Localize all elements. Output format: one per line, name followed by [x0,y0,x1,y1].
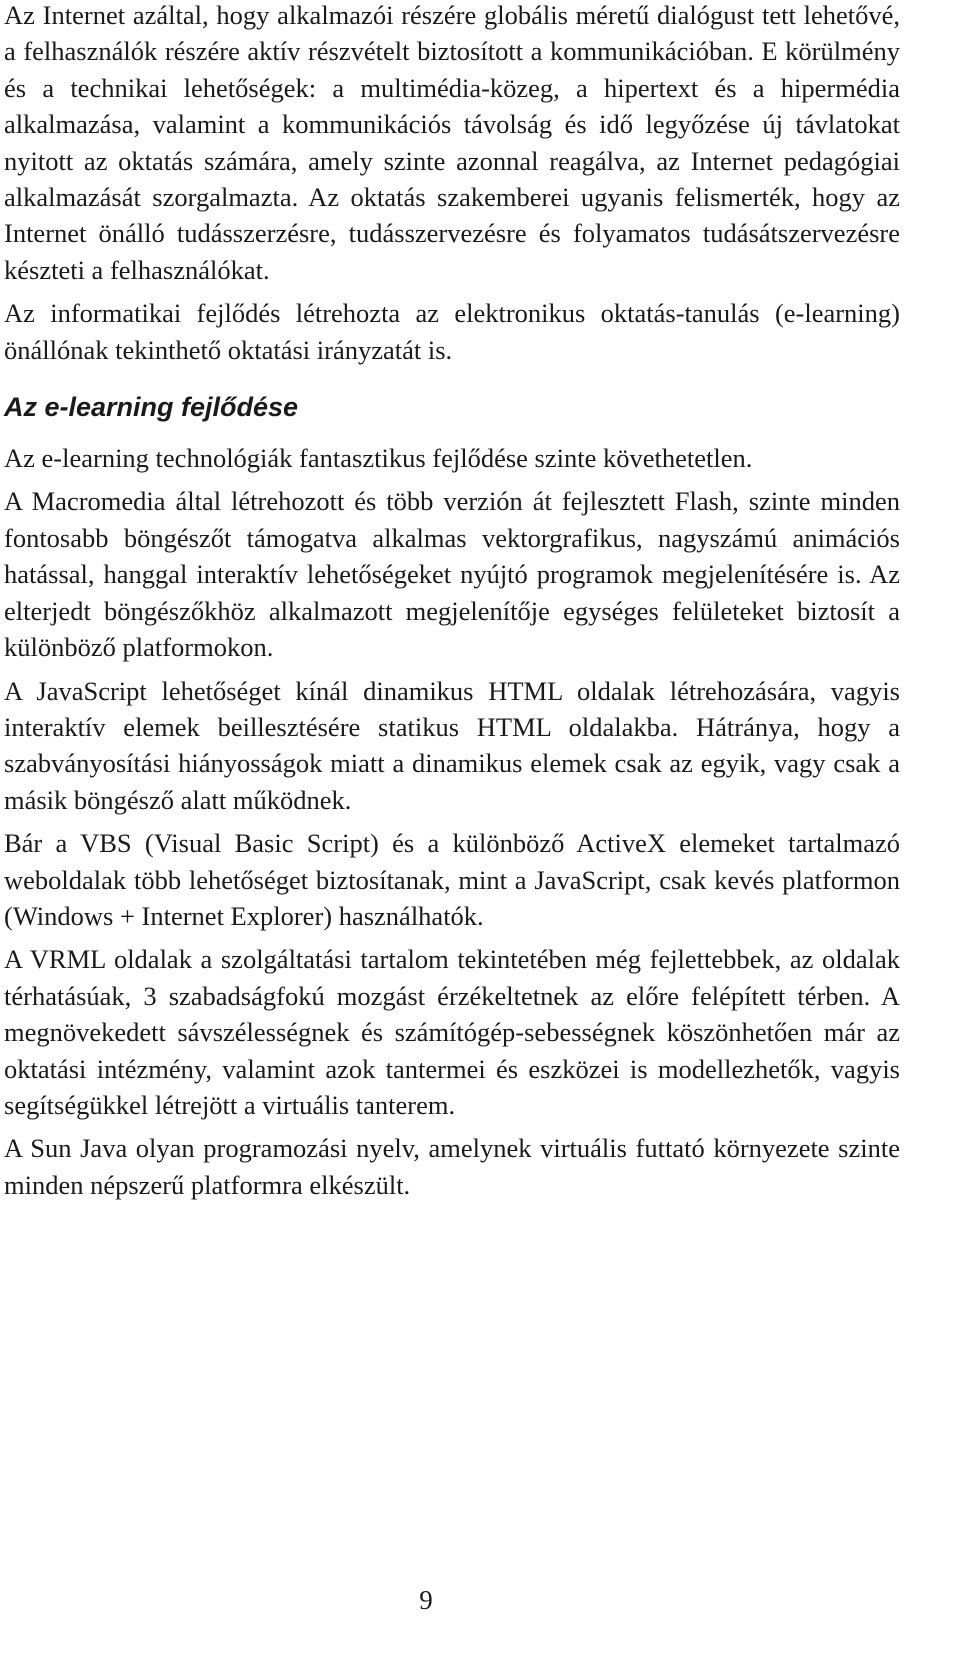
paragraph-elearning-development: Az e-learning technológiák fantasztikus fejlődése szinte követhetetlen. [4,443,753,474]
paragraph-flash: A Macromedia által létrehozott és több verzión át fejlesztett Flash, szinte minden fontosabb böngészőt támogatva alkalmas vektorgrafikus, nagyszámú animációs hatással, hanggal interaktív lehetőségeket nyújtó programok megjelenítésére is. Az elterjedt böngészőkhöz alkalmazott megjelenítője egységes felületeket biztosít a különböző platformokon. [4,486,900,663]
paragraph-vbs-activex: Bár a VBS (Visual Basic Script) és a különböző ActiveX elemeket tartalmazó weboldalak több lehetőséget biztosítanak, mint a JavaScript, csak kevés platformon (Windows + Internet Explorer) használhatók. [4,828,900,931]
document-page [4,0,900,1210]
paragraph-javascript: A JavaScript lehetőséget kínál dinamikus HTML oldalak létrehozására, vagyis interaktív elemek beillesztésére statikus HTML oldalakba. Hátránya, hogy a szabványosítási hiányosságok miatt a dinamikus elemek csak az egyik, vagy csak a másik böngésző alatt működnek. [4,675,900,815]
intro-paragraph-elearning-trend: Az informatikai fejlődés létrehozta az elektronikus oktatás-tanulás (e-learning) önállónak tekinthető oktatási irányzatát is. [4,298,900,365]
page-number: 9 [419,1585,433,1615]
section-heading: Az e-learning fejlődése [4,392,299,423]
paragraph-vrml: A VRML oldalak a szolgáltatási tartalom tekintetében még fejlettebbek, az oldalak térhatásúak, 3 szabadságfokú mozgást érzékeltetnek az előre felépített térben. A megnövekedett sávszélességnek és számítógép-sebességnek köszönhetően már az oktatási intézmény, valamint azok tantermei és eszközei is modellezhetők, vagyis segítségükkel létrejött a virtuális tanterem. [4,944,900,1120]
intro-paragraph-internet-dialogue: Az Internet azáltal, hogy alkalmazói részére globális méretű dialógust tett lehetővé, a felhasználók részére aktív részvételt biztosított a kommunikációban. E körülmény és a technikai lehetőségek: a multimédia-közeg, a hipertext és a hipermédia alkalmazása, valamint a kommunikációs távolság és idő legyőzése új távlatokat nyitott az oktatás számára, amely szinte azonnal reagálva, az Internet pedagógiai alkalmazását szorgalmazta. Az oktatás szakemberei ugyanis felismerték, hogy az Internet önálló tudásszerzésre, tudásszervezésre és folyamatos tudásátszervezésre készteti a felhasználókat. [4,0,900,285]
paragraph-sun-java: A Sun Java olyan programozási nyelv, amelynek virtuális futtató környezete szinte minden népszerű platformra elkészült. [4,1133,900,1200]
